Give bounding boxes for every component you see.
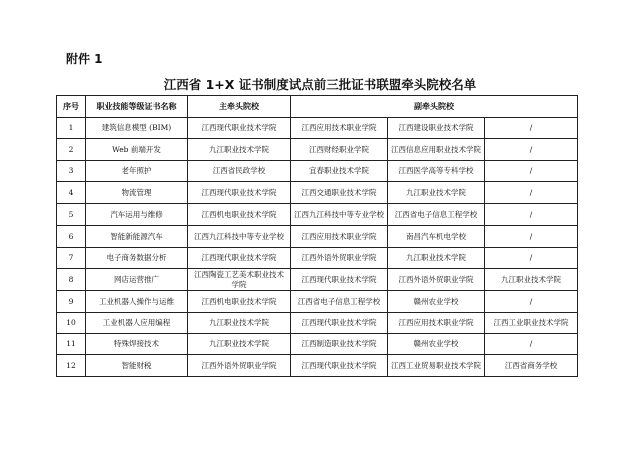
cell-lead: 江西现代职业技术学院 <box>188 248 291 269</box>
document-title: 江西省 1+X 证书制度试点前三批证书联盟牵头院校名单 <box>163 77 477 92</box>
cell-cert: 老年照护 <box>86 161 188 182</box>
header-no: 序号 <box>57 96 86 118</box>
cell-co3: / <box>485 139 578 161</box>
cell-co2: 江西医学高等专科学校 <box>388 161 485 182</box>
cell-co3: 江西工业职业技术学院 <box>485 313 578 334</box>
cell-no: 3 <box>57 161 86 182</box>
cell-no: 4 <box>57 182 86 204</box>
cell-lead: 江西外语外贸职业学院 <box>188 355 291 377</box>
cell-co1: 江西现代职业技术学院 <box>291 313 388 334</box>
attachment-label: 附件 1 <box>66 52 103 66</box>
cell-cert: 智能新能源汽车 <box>86 226 188 248</box>
cell-co2: 江西工业贸易职业技术学院 <box>388 355 485 377</box>
cell-co3: / <box>485 161 578 182</box>
header-co: 副牵头院校 <box>291 96 578 118</box>
table-header-row <box>57 96 578 118</box>
cell-cert: 网店运营推广 <box>86 269 188 291</box>
cell-co2: 江西建设职业技术学院 <box>388 118 485 139</box>
table-row <box>57 118 578 139</box>
cell-cert: 汽车运用与维修 <box>86 204 188 226</box>
header-lead: 主牵头院校 <box>188 96 291 118</box>
cell-co1: 江西制造职业技术学院 <box>291 334 388 355</box>
table-row <box>57 355 578 377</box>
cell-co3: / <box>485 204 578 226</box>
cell-co2: 江西省电子信息工程学校 <box>388 204 485 226</box>
cell-lead: 九江职业技术学院 <box>188 313 291 334</box>
cell-no: 12 <box>57 355 86 377</box>
table-row <box>57 226 578 248</box>
cell-no: 10 <box>57 313 86 334</box>
cell-cert: 智能财税 <box>86 355 188 377</box>
cell-co3: / <box>485 182 578 204</box>
table-row <box>57 161 578 182</box>
cell-cert: 电子商务数据分析 <box>86 248 188 269</box>
cell-co1: 江西省电子信息工程学校 <box>291 291 388 313</box>
cell-lead: 江西陶瓷工艺美术职业技术学院 <box>188 269 291 291</box>
cell-cert: 工业机器人应用编程 <box>86 313 188 334</box>
cell-co2: 九江职业技术学院 <box>388 248 485 269</box>
cell-no: 2 <box>57 139 86 161</box>
cell-co2: 南昌汽车机电学校 <box>388 226 485 248</box>
cell-co1: 江西现代职业技术学院 <box>291 355 388 377</box>
table-row <box>57 204 578 226</box>
cell-co1: 江西现代职业技术学院 <box>291 269 388 291</box>
cell-no: 7 <box>57 248 86 269</box>
cell-co1: 江西外语外贸职业学院 <box>291 248 388 269</box>
cell-cert: 工业机器人操作与运维 <box>86 291 188 313</box>
cell-co1: 宜春职业技术学院 <box>291 161 388 182</box>
table-row <box>57 182 578 204</box>
cell-lead: 江西九江科技中等专业学校 <box>188 226 291 248</box>
cell-co3: / <box>485 248 578 269</box>
cell-co3: / <box>485 291 578 313</box>
table-row <box>57 248 578 269</box>
cell-co1: 江西交通职业技术学院 <box>291 182 388 204</box>
cell-co2: 江西应用技术职业学院 <box>388 313 485 334</box>
cell-co2: 江西信息应用职业技术学院 <box>388 139 485 161</box>
header-cert: 职业技能等级证书名称 <box>86 96 188 118</box>
cell-no: 11 <box>57 334 86 355</box>
cell-co2: 江西外语外贸职业学院 <box>388 269 485 291</box>
alliance-table <box>56 95 578 377</box>
cell-lead: 江西机电职业技术学院 <box>188 204 291 226</box>
cell-lead: 九江职业技术学院 <box>188 139 291 161</box>
cell-co3: / <box>485 118 578 139</box>
cell-co2: 赣州农业学校 <box>388 291 485 313</box>
cell-co1: 江西财经职业学院 <box>291 139 388 161</box>
table-row <box>57 334 578 355</box>
cell-no: 1 <box>57 118 86 139</box>
table-row <box>57 269 578 291</box>
cell-lead: 江西现代职业技术学院 <box>188 118 291 139</box>
cell-co2: 赣州农业学校 <box>388 334 485 355</box>
cell-co2: 九江职业技术学院 <box>388 182 485 204</box>
cell-lead: 江西省民政学校 <box>188 161 291 182</box>
cell-co1: 江西应用技术职业学院 <box>291 118 388 139</box>
cell-co3: / <box>485 334 578 355</box>
cell-no: 6 <box>57 226 86 248</box>
cell-lead: 九江职业技术学院 <box>188 334 291 355</box>
table-row <box>57 313 578 334</box>
cell-co3: 九江职业技术学院 <box>485 269 578 291</box>
cell-lead: 江西现代职业技术学院 <box>188 182 291 204</box>
cell-lead: 江西机电职业技术学院 <box>188 291 291 313</box>
cell-no: 9 <box>57 291 86 313</box>
cell-cert: 物流管理 <box>86 182 188 204</box>
cell-co1: 江西应用技术职业学院 <box>291 226 388 248</box>
cell-co1: 江西九江科技中等专业学校 <box>291 204 388 226</box>
cell-no: 8 <box>57 269 86 291</box>
cell-no: 5 <box>57 204 86 226</box>
cell-co3: / <box>485 226 578 248</box>
cell-co3: 江西省商务学校 <box>485 355 578 377</box>
cell-cert: 建筑信息模型 (BIM) <box>86 118 188 139</box>
cell-cert: Web 前端开发 <box>86 139 188 161</box>
table-row <box>57 139 578 161</box>
cell-cert: 特殊焊接技术 <box>86 334 188 355</box>
table-row <box>57 291 578 313</box>
